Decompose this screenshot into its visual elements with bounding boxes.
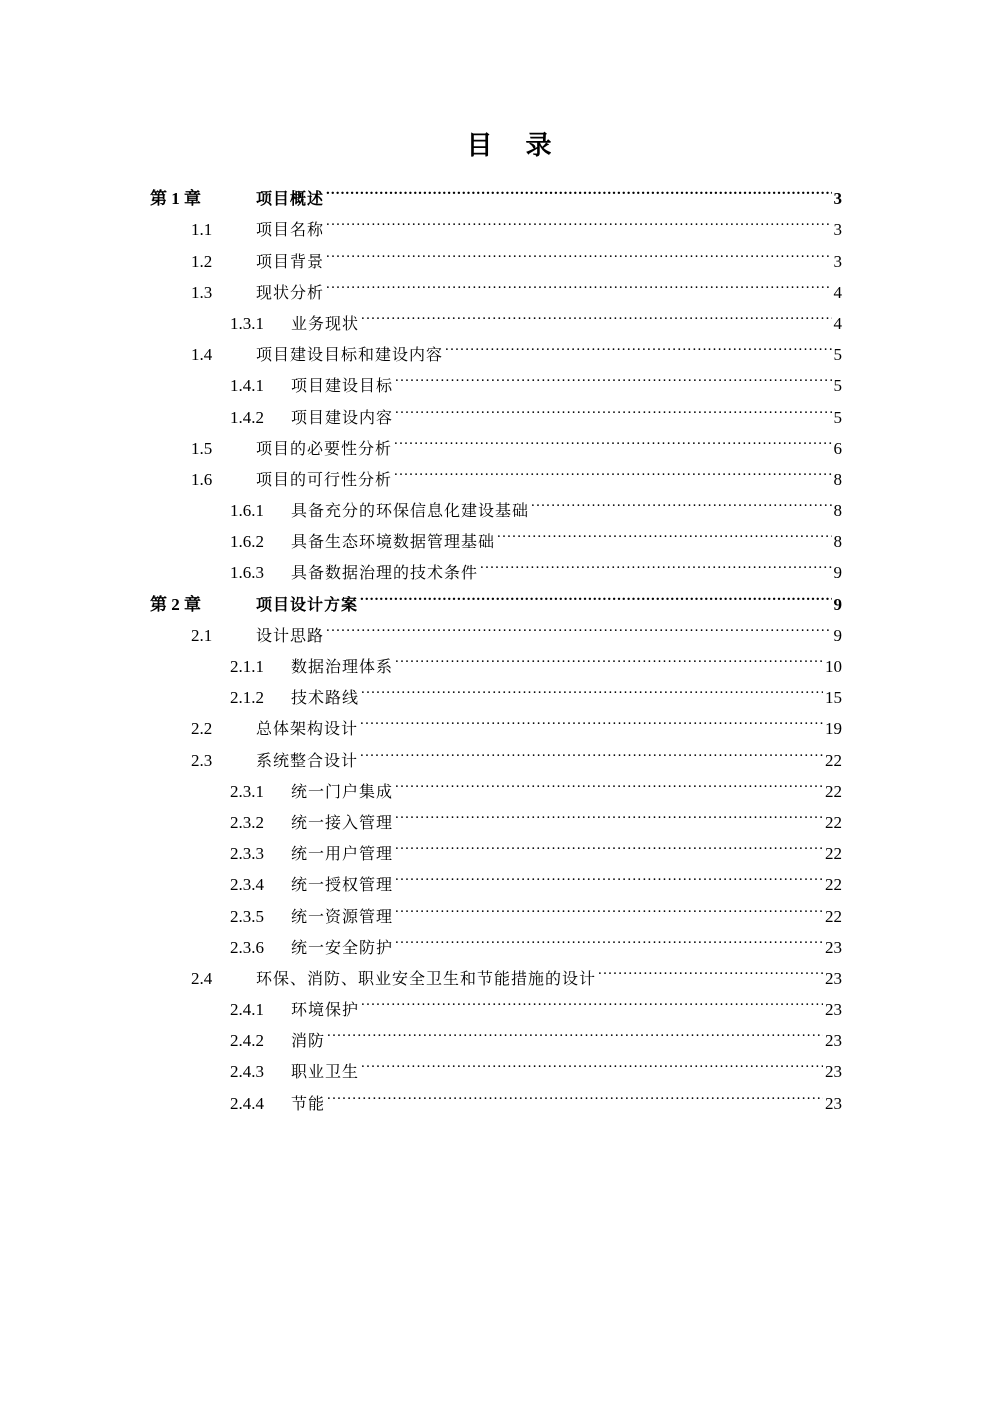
toc-entry-page-number: 6 [833, 438, 842, 458]
toc-entry-number: 1.4 [191, 345, 213, 365]
toc-entry-page-number: 15 [825, 688, 842, 708]
toc-entry-number: 2.4.1 [230, 1000, 264, 1020]
toc-entry-page-number: 8 [833, 501, 842, 521]
toc-dot-leader [361, 672, 823, 703]
toc-entry-number: 2.3.6 [230, 937, 264, 957]
toc-entry-title: 项目背景 [256, 251, 325, 271]
toc-dot-leader [394, 423, 831, 454]
page-title: 目 录 [466, 131, 564, 161]
toc-entry-page-number: 9 [833, 594, 842, 614]
toc-dot-leader [326, 235, 831, 266]
toc-entry-number: 2.3.2 [230, 812, 264, 832]
toc-dot-leader [361, 298, 831, 329]
toc-entry-number: 1.6.1 [230, 501, 264, 521]
toc-entry-title: 统一用户管理 [291, 844, 394, 864]
toc-entry-title: 项目概述 [256, 189, 325, 209]
toc-entry-page-number: 22 [825, 812, 842, 832]
toc-entry-title: 总体架构设计 [256, 719, 359, 739]
toc-dot-leader [326, 204, 831, 235]
toc-dot-leader [598, 953, 823, 984]
toc-entry-title: 设计思路 [256, 625, 325, 645]
toc-entry-number: 1.4.2 [230, 407, 264, 427]
toc-entry-number: 2.3.4 [230, 875, 264, 895]
toc-dot-leader [395, 922, 823, 953]
toc-entry-page-number: 22 [825, 781, 842, 801]
toc-entry-number: 2.4.4 [230, 1093, 264, 1113]
toc-dot-leader [445, 329, 831, 360]
toc-entry-title: 环境保护 [291, 1000, 360, 1020]
toc-entry-title: 消防 [291, 1031, 326, 1051]
toc-entry-number: 2.2 [191, 719, 213, 739]
toc-entry-page-number: 19 [825, 719, 842, 739]
toc-dot-leader [395, 797, 823, 828]
toc-entry-title: 统一资源管理 [291, 906, 394, 926]
toc-entry-title: 环保、消防、职业安全卫生和节能措施的设计 [256, 968, 597, 988]
toc-dot-leader [395, 890, 823, 921]
toc-entry-number: 第 1 章 [150, 189, 201, 209]
toc-entry-number: 2.3.1 [230, 781, 264, 801]
toc-entry-title: 具备数据治理的技术条件 [291, 563, 479, 583]
toc-entry-page-number: 4 [833, 282, 842, 302]
toc-entry-number: 2.3.5 [230, 906, 264, 926]
toc-entry-number: 1.3 [191, 282, 213, 302]
toc-entry-title: 项目建设目标 [291, 376, 394, 396]
toc-entry-page-number: 3 [833, 220, 842, 240]
toc-entry-title: 系统整合设计 [256, 750, 359, 770]
toc-entry-number: 1.6 [191, 469, 213, 489]
toc-entry-number: 1.1 [191, 220, 213, 240]
toc-entry-page-number: 23 [825, 968, 842, 988]
toc-entry-number: 1.4.1 [230, 376, 264, 396]
toc-entry-page-number: 5 [833, 376, 842, 396]
toc-dot-leader [360, 734, 823, 765]
toc-entry-title: 业务现状 [291, 313, 360, 333]
toc-entry-number: 2.1.1 [230, 657, 264, 676]
toc-dot-leader [327, 1077, 823, 1108]
toc-entry-number: 2.4.2 [230, 1031, 264, 1051]
toc-entry[interactable] [150, 173, 842, 209]
toc-dot-leader [395, 360, 831, 391]
toc-entry-page-number: 10 [825, 657, 842, 676]
toc-dot-leader [360, 578, 831, 609]
toc-entry-page-number: 4 [833, 313, 842, 333]
toc-dot-leader [480, 547, 831, 578]
toc-entry-title: 节能 [291, 1093, 326, 1113]
toc-entry-number: 2.4 [191, 968, 213, 988]
toc-dot-leader [361, 1046, 823, 1077]
toc-entry-title: 统一安全防护 [291, 937, 394, 957]
toc-entry-title: 统一授权管理 [291, 875, 394, 895]
toc-entry-page-number: 23 [825, 1093, 842, 1113]
toc-entry-number: 2.1.2 [230, 688, 264, 708]
toc-entry-title: 项目的必要性分析 [256, 438, 393, 458]
toc-entry-number: 1.6.2 [230, 532, 264, 552]
toc-dot-leader [531, 485, 831, 516]
toc-entry-page-number: 3 [833, 251, 842, 271]
toc-entry-number: 第 2 章 [150, 594, 201, 614]
toc-entry-number: 1.2 [191, 251, 213, 271]
toc-dot-leader [360, 703, 823, 734]
toc-dot-leader [395, 859, 823, 890]
toc-dot-leader [395, 766, 823, 797]
toc-entry-title: 项目名称 [256, 220, 325, 240]
toc-entry-title: 技术路线 [291, 688, 360, 708]
toc-entry-page-number: 8 [833, 469, 842, 489]
toc-entry-number: 2.3 [191, 750, 213, 770]
toc-entry-page-number: 22 [825, 750, 842, 770]
toc-dot-leader [326, 267, 831, 298]
toc-entry-number: 1.3.1 [230, 313, 264, 333]
toc-entry-page-number: 23 [825, 1062, 842, 1082]
toc-dot-leader [395, 828, 823, 859]
toc-entry-page-number: 8 [833, 532, 842, 552]
toc-entry-title: 具备生态环境数据管理基础 [291, 532, 496, 552]
toc-entry-page-number: 3 [833, 189, 842, 209]
toc-dot-leader [395, 641, 823, 672]
toc-entry-number: 2.1 [191, 625, 213, 645]
toc-entry-page-number: 23 [825, 1000, 842, 1020]
toc-entry-page-number: 23 [825, 937, 842, 957]
toc-entry-number: 2.4.3 [230, 1062, 264, 1082]
toc-entry-number: 1.6.3 [230, 563, 264, 583]
toc-entry-page-number: 22 [825, 875, 842, 895]
toc-entry-title: 现状分析 [256, 282, 325, 302]
toc-entry-title: 项目建设目标和建设内容 [256, 345, 444, 365]
toc-dot-leader [327, 1015, 823, 1046]
toc-entry-title: 职业卫生 [291, 1062, 360, 1082]
toc-dot-leader [497, 516, 831, 547]
toc-entry-title: 数据治理体系 [291, 657, 394, 676]
toc-entry-title: 具备充分的环保信息化建设基础 [291, 501, 530, 521]
toc-entry-page-number: 5 [833, 407, 842, 427]
toc-dot-leader [326, 610, 831, 641]
toc-entry-page-number: 22 [825, 844, 842, 864]
toc-entry-page-number: 9 [833, 625, 842, 645]
table-of-contents [150, 173, 842, 1113]
toc-entry-title: 项目设计方案 [256, 594, 359, 614]
toc-entry-number: 2.3.3 [230, 844, 264, 864]
toc-entry-title: 统一门户集成 [291, 781, 394, 801]
toc-entry-page-number: 9 [833, 563, 842, 583]
toc-dot-leader [361, 984, 823, 1015]
toc-entry-title: 统一接入管理 [291, 812, 394, 832]
toc-dot-leader [394, 454, 831, 485]
toc-entry-page-number: 5 [833, 345, 842, 365]
toc-dot-leader [395, 391, 831, 422]
toc-dot-leader [326, 173, 831, 204]
toc-entry-page-number: 23 [825, 1031, 842, 1051]
toc-entry-title: 项目建设内容 [291, 407, 394, 427]
toc-entry-number: 1.5 [191, 438, 213, 458]
toc-entry-title: 项目的可行性分析 [256, 469, 393, 489]
toc-entry-page-number: 22 [825, 906, 842, 926]
